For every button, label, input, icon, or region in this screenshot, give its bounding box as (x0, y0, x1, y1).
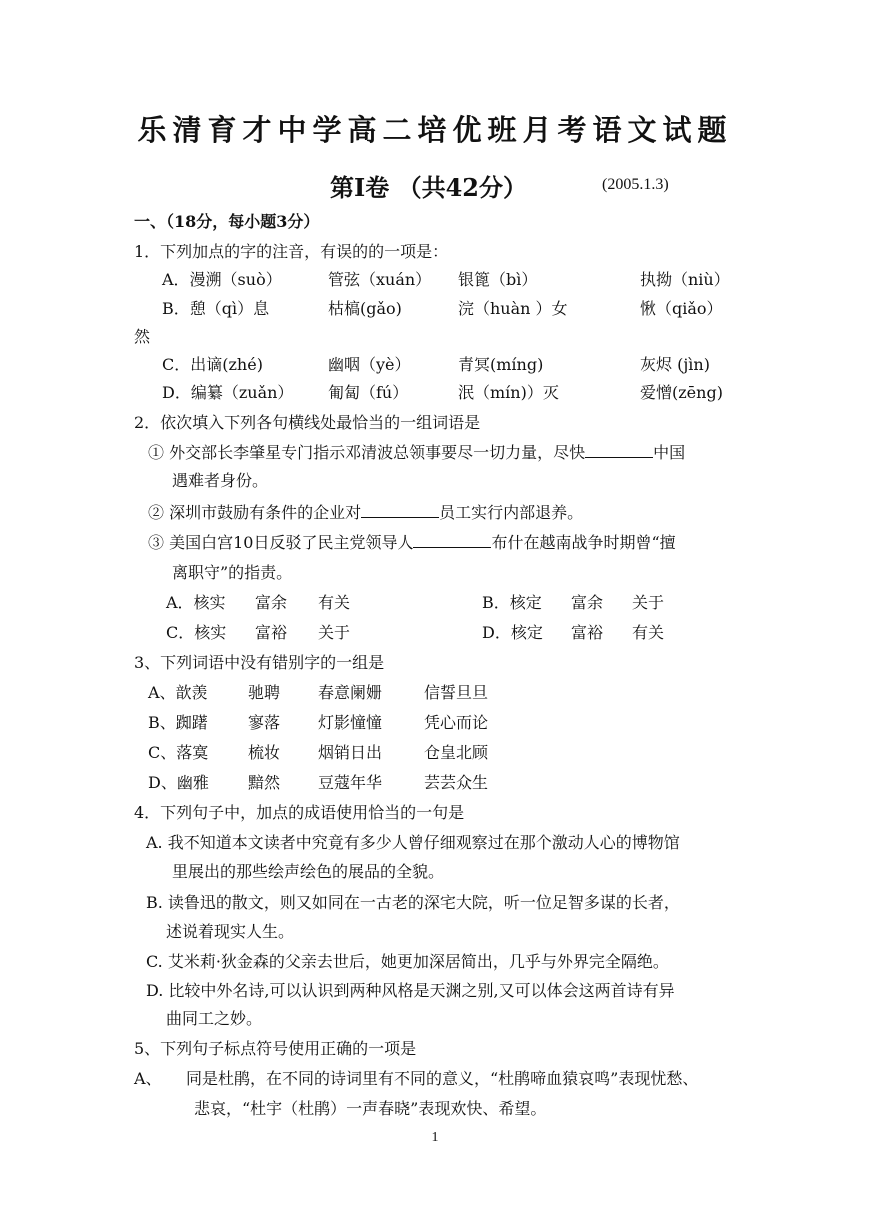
q1-option-c-word2: 幽咽（yè） (328, 355, 411, 374)
q3-option-c: C、落寞 (148, 743, 209, 762)
q5-option-a-cont: 悲哀，“杜宇（杜鹃）一声春晓”表现欢快、希望。 (194, 1099, 547, 1118)
q3-option-a-word2: 驰聘 (248, 683, 281, 702)
q2-sentence-1-text: ① 外交部长李肇星专门指示邓清波总领事要尽一切力量，尽快 (148, 443, 586, 462)
q3-option-b: B、踟躇 (148, 713, 208, 732)
q2-sentence-3 (148, 533, 676, 553)
q2-option-d: D．核定 (482, 623, 543, 642)
q4-option-c: C. 艾米莉·狄金森的父亲去世后，她更加深居简出，几乎与外界完全隔绝。 (146, 952, 669, 971)
q1-option-c: C．出谪(zhé) (162, 355, 263, 374)
q4-option-a-cont: 里展出的那些绘声绘色的展品的全貌。 (172, 862, 445, 881)
q1-option-c-word4: 灰烬 (jìn) (640, 355, 710, 374)
q4-option-b-cont: 述说着现实人生。 (166, 922, 295, 941)
q3-option-a: A、歆羡 (148, 683, 208, 702)
q1-option-b-word3: 浣（huàn ）女 (458, 299, 568, 318)
q2-option-c-word2: 富裕 (255, 623, 288, 642)
q2-option-d-word2: 富裕 (571, 623, 604, 642)
q1-option-a-word4: 执拗（niù） (640, 270, 730, 289)
fill-blank (585, 443, 653, 458)
q3-option-a-word4: 信誓旦旦 (424, 683, 489, 702)
volume-subtitle: 第Ⅰ卷 （共42分） (330, 173, 527, 202)
q4-option-d-cont: 曲同工之妙。 (166, 1009, 263, 1028)
q2-sentence-1 (148, 443, 685, 463)
q3-option-b-word4: 凭心而论 (424, 713, 489, 732)
q5-option-a-label: A、 (134, 1069, 162, 1088)
q2-sentence-3-tail: 布什在越南战争时期曾“擅 (491, 533, 676, 552)
q1-option-a-word2: 管弦（xuán） (328, 270, 432, 289)
q1-option-d-word2: 匍匐（fú） (328, 383, 409, 402)
fill-blank (413, 533, 491, 548)
q3-option-b-word3: 灯影憧憧 (318, 713, 383, 732)
q2-option-c: C．核实 (166, 623, 227, 642)
exam-date: (2005.1.3) (602, 176, 669, 193)
q2-stem: 2．依次填入下列各句横线处最恰当的一组词语是 (134, 413, 481, 432)
q3-option-c-word4: 仓皇北顾 (424, 743, 489, 762)
q1-option-b: B．憩（qì）息 (162, 299, 270, 318)
q3-option-d-word2: 黯然 (248, 773, 281, 792)
q2-option-c-word3: 关于 (318, 623, 351, 642)
q5-option-a: 同是杜鹃，在不同的诗词里有不同的意义，“杜鹃啼血猿哀鸣”表现忧愁、 (186, 1069, 699, 1088)
q1-option-a-word3: 银篦（bì） (458, 270, 538, 289)
q2-sentence-2-tail: 员工实行内部退养。 (439, 503, 584, 522)
q1-option-b-word4: 愀（qiǎo） (640, 299, 723, 318)
q4-option-d: D. 比较中外名诗,可以认识到两种风格是天渊之别,又可以体会这两首诗有异 (146, 981, 675, 1000)
q2-sentence-3-text: ③ 美国白宫10日反驳了民主党领导人 (148, 533, 414, 552)
q4-stem: 4．下列句子中，加点的成语使用恰当的一句是 (134, 803, 465, 822)
q3-option-d: D、幽雅 (148, 773, 209, 792)
q4-option-a: A. 我不知道本文读者中究竟有多少人曾仔细观察过在那个激动人心的博物馆 (146, 833, 680, 852)
q4-option-b: B. 读鲁迅的散文，则又如同在一古老的深宅大院，听一位足智多谋的长者， (146, 893, 680, 912)
q3-option-b-word2: 寥落 (248, 713, 281, 732)
q1-option-d-word4: 爱憎(zēng) (640, 383, 723, 402)
q1-option-d: D．编纂（zuǎn） (162, 383, 294, 402)
q3-option-d-word3: 豆蔻年华 (318, 773, 383, 792)
q2-option-a: A．核实 (166, 593, 226, 612)
q1-option-a: A．漫溯（suò） (162, 270, 282, 289)
q3-stem: 3、下列词语中没有错别字的一组是 (134, 653, 385, 672)
q2-sentence-3-cont: 离职守”的指责。 (172, 563, 293, 582)
section-heading: 一、（18分，每小题3分） (134, 212, 320, 231)
q2-sentence-1-tail: 中国 (653, 443, 686, 462)
q5-stem: 5、下列句子标点符号使用正确的一项是 (134, 1039, 417, 1058)
q1-option-b-wrap: 然 (134, 327, 151, 346)
q2-sentence-2 (148, 503, 583, 523)
q3-option-a-word3: 春意阑姗 (318, 683, 383, 702)
q1-option-b-word2: 枯槁(gǎo) (328, 299, 402, 318)
q2-option-d-word3: 有关 (632, 623, 665, 642)
exam-title: 乐清育才中学高二培优班月考语文试题 (137, 113, 733, 147)
q2-option-b-word2: 富余 (571, 593, 604, 612)
q3-option-c-word2: 梳妆 (248, 743, 281, 762)
page-number: 1 (431, 1130, 439, 1145)
q2-option-b: B．核定 (482, 593, 542, 612)
fill-blank (361, 503, 439, 518)
q2-sentence-2-text: ② 深圳市鼓励有条件的企业对 (148, 503, 362, 522)
q2-option-a-word2: 富余 (255, 593, 288, 612)
q2-option-b-word3: 关于 (632, 593, 665, 612)
q3-option-c-word3: 烟销日出 (318, 743, 383, 762)
q2-option-a-word3: 有关 (318, 593, 351, 612)
q2-sentence-1-cont: 遇难者身份。 (172, 471, 269, 490)
q3-option-d-word4: 芸芸众生 (424, 773, 489, 792)
q1-option-d-word3: 泯（mín)）灭 (458, 383, 559, 402)
q1-stem: 1．下列加点的字的注音，有误的的一项是： (134, 242, 449, 261)
q1-option-c-word3: 青冥(míng) (458, 355, 544, 374)
